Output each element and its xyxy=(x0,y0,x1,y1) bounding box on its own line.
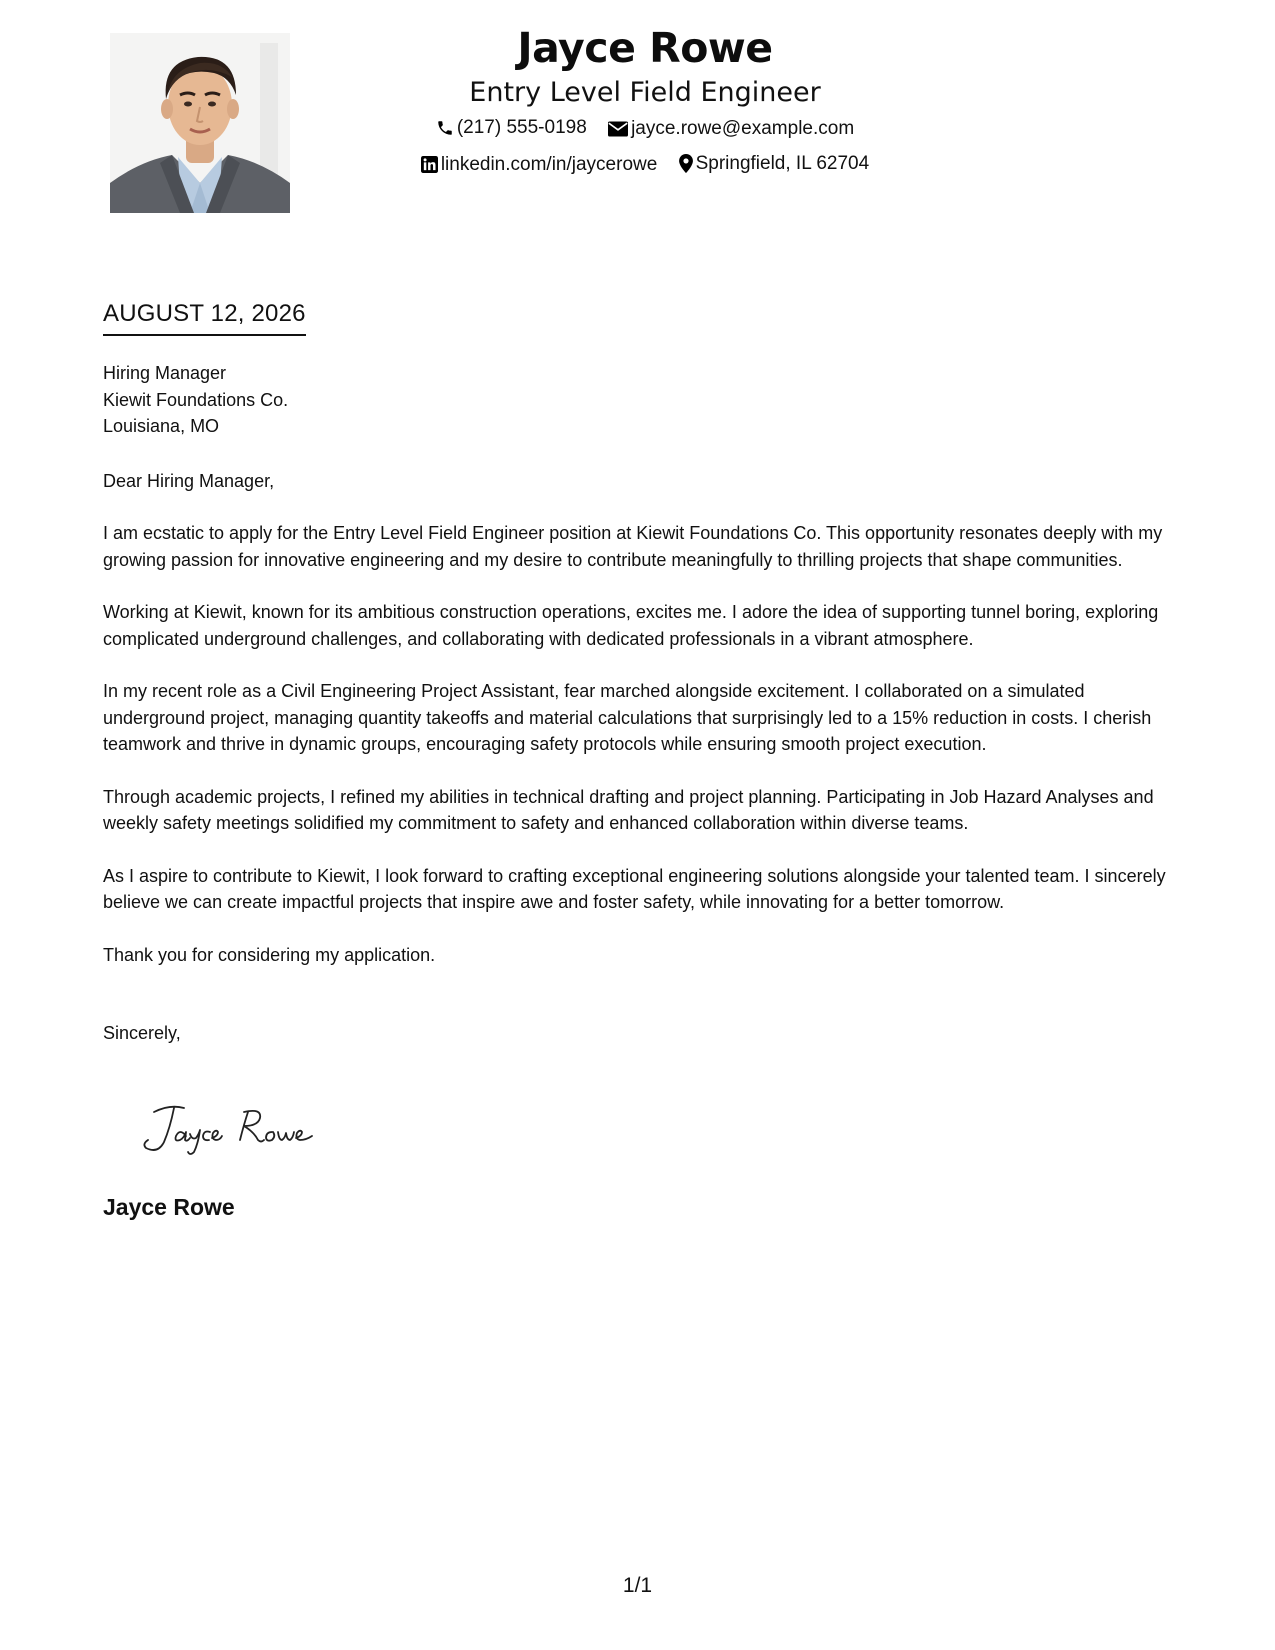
linkedin-contact xyxy=(421,155,658,174)
job-title: Entry Level Field Engineer xyxy=(469,77,821,108)
recipient-company: Kiewit Foundations Co. xyxy=(103,389,289,410)
paragraph: I am ecstatic to apply for the Entry Level Field Engineer position at Kiewit Foundations Co. This opportunity resonates deeply with my growing passion for innovative engineering and my desire to contribute meaningfully to thrilling projects that shape communities. xyxy=(103,523,1163,570)
email-text: jayce.rowe@example.com xyxy=(631,118,855,139)
page-number: 1/1 xyxy=(622,1574,653,1597)
paragraph: Through academic projects, I refined my abilities in technical drafting and project planning. Participating in Job Hazard Analyses and weekly safety meetings solidified my commitment to safety and enhanced collaboration within diverse teams. xyxy=(103,786,1154,833)
salutation: Dear Hiring Manager, xyxy=(103,470,275,491)
date-block xyxy=(103,302,306,336)
paragraph: As I aspire to contribute to Kiewit, I look forward to crafting exceptional engineering solutions alongside your talented team. I sincerely believe we can create impactful projects that inspire awe and foster safety, while innovating for a better tomorrow. xyxy=(103,865,1166,912)
location-contact xyxy=(679,154,870,173)
phone-contact xyxy=(436,118,587,137)
linkedin-text: linkedin.com/in/jaycerowe xyxy=(440,153,658,175)
closing: Sincerely, xyxy=(103,1023,181,1043)
paragraph: Thank you for considering my application. xyxy=(103,944,436,965)
paragraph: In my recent role as a Civil Engineering Project Assistant, fear marched alongside excitement. I collaborated on a simulated underground project, managing quantity takeoffs and material calculations that surprisingly led to a 15% reduction in costs. I cherish teamwork and thrive in dynamic groups, encouraging safety protocols while ensuring smooth project execution. xyxy=(103,681,1152,754)
recipient-block xyxy=(103,360,1183,440)
handwritten-signature xyxy=(140,1098,340,1158)
header xyxy=(380,20,910,177)
linkedin-icon xyxy=(421,156,438,173)
recipient-line: Hiring Manager xyxy=(103,363,227,383)
phone-text: (217) 555-0198 xyxy=(456,117,587,138)
letter-body xyxy=(103,360,1183,1047)
contact-row-primary xyxy=(380,118,910,141)
paragraph: Working at Kiewit, known for its ambitious construction operations, excites me. I adore the idea of supporting tunnel boring, exploring complicated underground challenges, and collaborating with dedicated professionals in a vibrant atmosphere. xyxy=(103,602,1159,649)
contact-row-secondary xyxy=(380,154,910,177)
applicant-name: Jayce Rowe xyxy=(517,24,773,72)
email-contact xyxy=(608,119,854,138)
letter-date: AUGUST 12, 2026 xyxy=(103,302,306,336)
envelope-icon xyxy=(608,121,628,137)
phone-icon xyxy=(436,119,454,137)
map-pin-icon xyxy=(679,154,693,173)
profile-photo xyxy=(110,33,290,213)
signature-name: Jayce Rowe xyxy=(103,1194,235,1220)
location-text: Springfield, IL 62704 xyxy=(695,152,870,174)
recipient-location: Louisiana, MO xyxy=(103,416,220,436)
